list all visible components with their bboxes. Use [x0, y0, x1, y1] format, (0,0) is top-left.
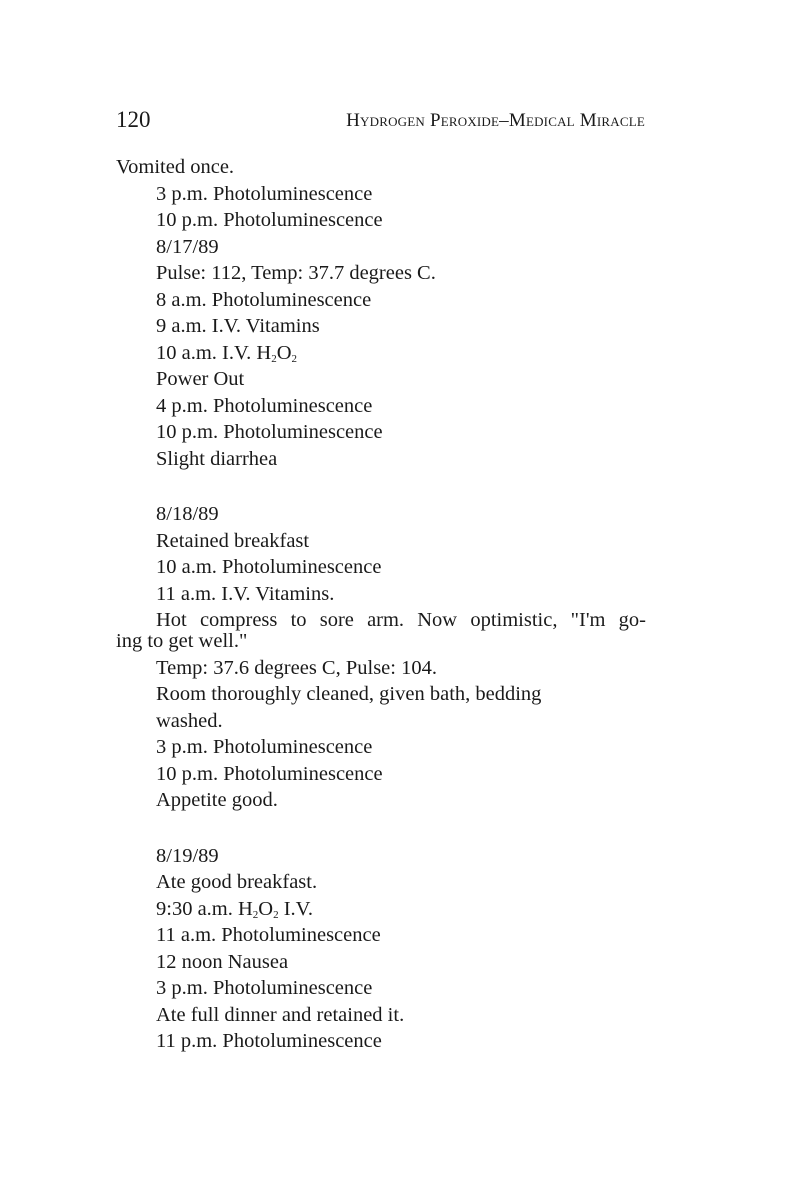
- log-entry: 3 p.m. Photoluminescence: [156, 977, 373, 999]
- page-body: [116, 154, 646, 1055]
- vitals-entry: Temp: 37.6 degrees C, Pulse: 104.: [156, 656, 437, 679]
- text-fragment: 9:30 a.m. H: [156, 897, 253, 920]
- page-header: [0, 0, 800, 140]
- log-entry-continued: washed.: [156, 709, 223, 732]
- section-gap: [116, 472, 646, 501]
- page-number: 120: [116, 107, 151, 132]
- log-entry: 9 a.m. I.V. Vitamins: [156, 315, 320, 337]
- date-heading: 8/19/89: [156, 844, 219, 867]
- log-entry: 10 a.m. Photoluminescence: [156, 556, 382, 578]
- date-heading: 8/18/89: [156, 503, 219, 525]
- log-entry: Appetite good.: [156, 789, 278, 811]
- log-entry: 10 p.m. Photoluminescence: [156, 421, 383, 443]
- log-entry: Slight diarrhea: [156, 447, 278, 470]
- log-entry: Ate good breakfast.: [156, 871, 318, 893]
- log-entry: Room thoroughly cleaned, given bath, bedding: [156, 683, 542, 705]
- text-line: Vomited once.: [116, 156, 235, 178]
- log-entry: 3 p.m. Photoluminescence: [156, 182, 373, 205]
- text-fragment: O: [258, 897, 274, 920]
- log-entry: 11 p.m. Photoluminescence: [156, 1030, 382, 1052]
- date-heading: 8/17/89: [156, 235, 219, 258]
- subscript: 2: [252, 908, 259, 921]
- log-entry: Power Out: [156, 368, 245, 390]
- subscript: 2: [271, 352, 277, 365]
- log-entry: 8 a.m. Photoluminescence: [156, 288, 372, 311]
- log-entry: 11 a.m. Photoluminescence: [156, 924, 381, 946]
- subscript: 2: [273, 908, 279, 921]
- log-entry: 12 noon Nausea: [156, 950, 289, 973]
- section-gap: [116, 814, 646, 843]
- text-fragment: I.V.: [278, 897, 313, 920]
- log-entry: 3 p.m. Photoluminescence: [156, 736, 373, 758]
- log-entry: Ate full dinner and retained it.: [156, 1003, 405, 1026]
- log-entry: [116, 340, 646, 367]
- log-entry: 11 a.m. I.V. Vitamins.: [156, 582, 335, 605]
- log-entry: Retained breakfast: [156, 529, 310, 552]
- log-entry: 4 p.m. Photoluminescence: [156, 394, 373, 417]
- log-entry: 10 p.m. Photoluminescence: [156, 762, 383, 785]
- log-entry: Hot compress to sore arm. Now optimistic, "I'm go-: [156, 609, 646, 631]
- log-entry: 10 p.m. Photoluminescence: [156, 209, 383, 231]
- vitals-entry: Pulse: 112, Temp: 37.7 degrees C.: [156, 262, 436, 284]
- text-fragment: 10 a.m. I.V. H: [156, 341, 272, 364]
- subscript: 2: [291, 352, 298, 365]
- running-title: Hydrogen Peroxide–Medical Miracle: [346, 110, 645, 131]
- log-entry: [116, 896, 646, 923]
- text-fragment: O: [276, 341, 292, 364]
- log-entry-continued: ing to get well.": [116, 629, 248, 652]
